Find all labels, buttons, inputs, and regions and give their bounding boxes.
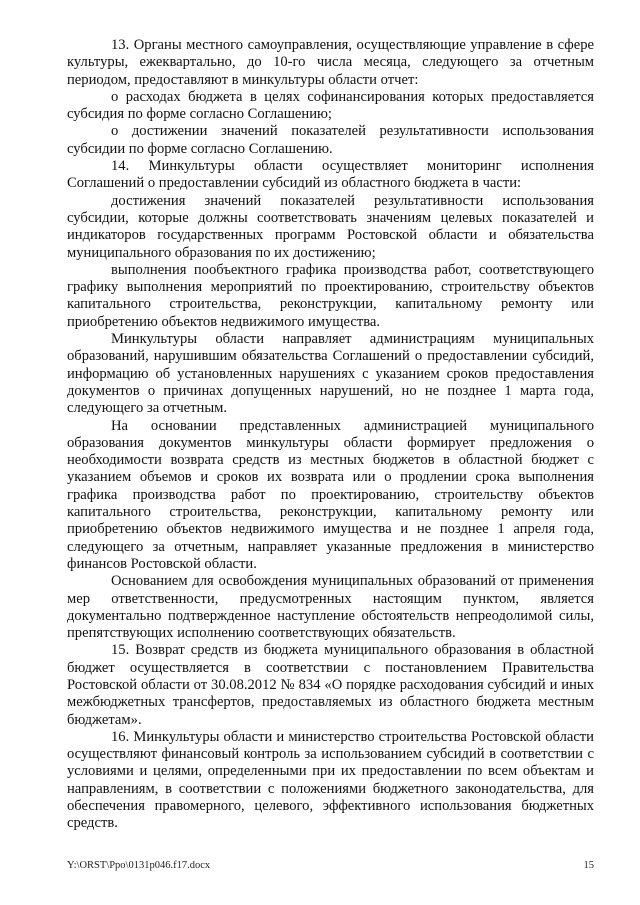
paragraph-13-budget-expenses: о расходах бюджета в целях софинансирования которых предоставляется субсидия по форме согласно Соглашению; <box>67 88 594 123</box>
paragraph-14-violations: Минкультуры области направляет администрациям муниципальных образований, нарушившим обязательства Соглашений о предоставлении субсидий, информацию об установленных нарушениях с указанием сроков предоставления документов о причинах допущенных нарушений, но не позднее 1 марта года, следующего за отчетным. <box>67 331 594 417</box>
paragraph-15: 15. Возврат средств из бюджета муниципального образования в областной бюджет осуществляется в соответствии с постановлением Правительства Ростовской области от 30.08.2012 № 834 «О порядке расходования субсидий и иных межбюджетных трансфертов, предоставляемых из областного бюджета местным бюджетам». <box>67 642 594 728</box>
paragraph-16: 16. Минкультуры области и министерство строительства Ростовской области осуществляют финансовый контроль за использованием субсидий в соответствии с условиями и целями, определенными при их предоставлении по всем объектам и направлениям, в соответствии с положениями бюджетного законодательства, для обеспечения правомерного, целевого, эффективного использования бюджетных средств. <box>67 728 594 832</box>
paragraph-14-indicators: достижения значений показателей результативности использования субсидии, которые должны соответствовать значениям целевых показателей и индикаторов государственных программ Ростовской области и обязательства муниципального образования по их достижению; <box>67 192 594 261</box>
paragraph-14-proposals: На основании представленных администрацией муниципального образования документов минкультуры области формирует предложения о необходимости возврата средств из местных бюджетов в областной бюджет с указанием объемов и сроков их возврата или о продлении срока выполнения графика производства работ по проектированию, строительству объектов капитального строительства, реконструкции, капитальному ремонту или приобретению объектов недвижимого имущества и не позднее 1 апреля года, следующего за отчетным, направляет указанные предложения в министерство финансов Ростовской области. <box>67 417 594 572</box>
paragraph-13: 13. Органы местного самоуправления, осуществляющие управление в сфере культуры, ежеквартально, до 10-го числа месяца, следующего за отчетным периодом, предоставляют в минкультуры области отчет: <box>67 37 594 88</box>
footer-page-number: 15 <box>583 860 594 871</box>
document-body <box>67 37 594 833</box>
paragraph-14: 14. Минкультуры области осуществляет мониторинг исполнения Соглашений о предоставлении субсидий из областного бюджета в части: <box>67 158 594 192</box>
paragraph-13-indicators: о достижении значений показателей результативности использования субсидии по форме согласно Соглашению. <box>67 123 594 157</box>
footer-file-path: Y:\ORST\Ppo\0131p046.f17.docx <box>67 860 211 871</box>
page-footer <box>67 860 594 871</box>
paragraph-14-schedule: выполнения пообъектного графика производства работ, соответствующего графику выполнения мероприятий по проектированию, строительству объектов капитального строительства, реконструкции, капитальному ремонту или приобретению объектов недвижимого имущества. <box>67 261 594 330</box>
paragraph-14-force-majeure: Основанием для освобождения муниципальных образований от применения мер ответственности, предусмотренных настоящим пунктом, является документально подтвержденное наступление обстоятельств непреодолимой силы, препятствующих исполнению соответствующих обязательств. <box>67 573 594 642</box>
